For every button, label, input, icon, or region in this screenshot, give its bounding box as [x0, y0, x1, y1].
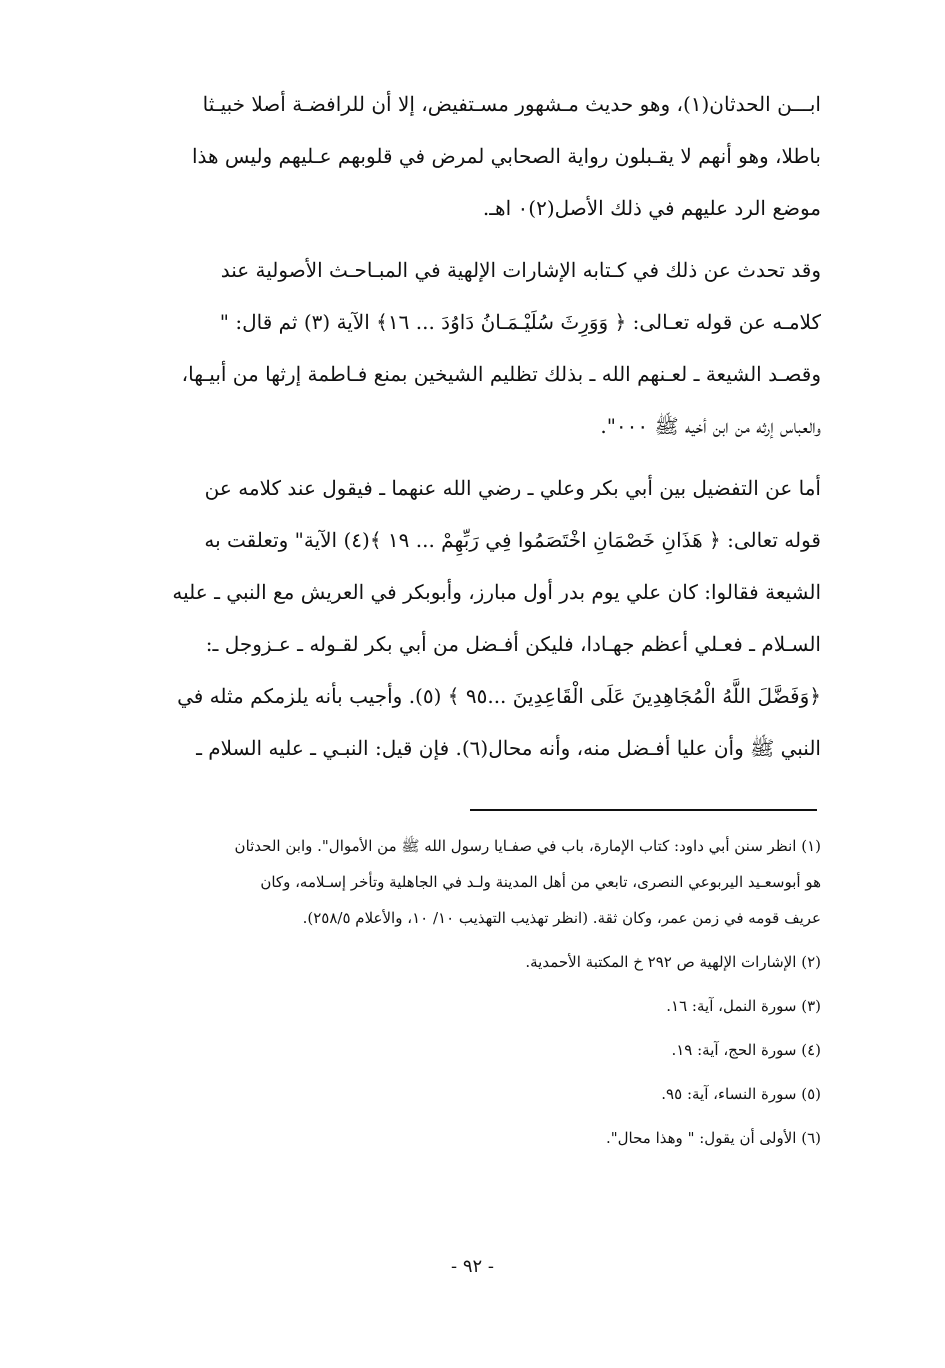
text-line: وقد تحدث عن ذلك في كـتابه الإشارات الإلهية في المبـاحـث الأصولية عند: [220, 258, 821, 282]
text-line: السـلام ـ فعـلي أعظم جهـادا، فليكن أفـضل من أبي بكر لقـوله ـ عـزوجل ـ:: [205, 632, 821, 656]
text-line: الشيعة فقالوا: كان علي يوم بدر أول مبارز، وأبوبكر في العريش مع النبي ـ عليه: [172, 580, 821, 604]
page-number: - ٩٢ -: [451, 1256, 494, 1277]
footnote: [110, 944, 821, 980]
footnotes: [110, 828, 821, 1156]
footnote: [110, 1120, 821, 1156]
footnote-line: (٢) الإشارات الإلهية ص ٢٩٢ خ المكتبة الأحمدية.: [525, 953, 821, 971]
footnote: [110, 828, 821, 936]
text-line: النبي ﷺ وأن عليا أفـضل منه، وأنه محال(٦). فإن قيل: النبـي ـ عليه السلام ـ: [196, 736, 821, 760]
text-line: والعباس إرثه من ابن أخيه ﷺ ٠٠٠".: [600, 414, 821, 438]
footnote-line: (٥) سورة النساء، آية: ٩٥.: [661, 1085, 821, 1103]
footnote-line: (٣) سورة النمل، آية: ١٦.: [666, 997, 821, 1015]
footnote-line: عريف قومه في زمن عمر، وكان ثقة. (انظر تهذيب التهذيب ١٠/ ١٠، والأعلام ٢٥٨/٥).: [302, 909, 821, 927]
footnote: [110, 988, 821, 1024]
text-line: باطلا، وهو أنهم لا يقـبلون رواية الصحابي لمرض في قلوبهم عـليهم وليس هذا: [191, 144, 821, 168]
paragraph: [110, 244, 821, 452]
paragraph: [110, 78, 821, 234]
text-line: وقصـد الشيعة ـ لعـنهم الله ـ بذلك تظليم الشيخين بمنع فـاطمة إرثها من أبيـها،: [181, 362, 821, 386]
footnote: [110, 1032, 821, 1068]
text-line: أما عن التفضيل بين أبي بكر وعلي ـ رضي الله عنهما ـ فيقول عند كلامه عن: [204, 476, 821, 500]
footnote-line: (١) انظر سنن أبي داود: كتاب الإمارة، باب في صفـايا رسول الله ﷺ من الأموال". وابن الحدثان: [234, 837, 821, 855]
footnote: [110, 1076, 821, 1112]
paragraph: [110, 462, 821, 774]
footnote-line: (٤) سورة الحج، آية: ١٩.: [671, 1041, 821, 1059]
text-line: موضع الرد عليهم في ذلك الأصل(٢)٠ اهـ.: [482, 196, 821, 220]
footnote-divider: [470, 809, 817, 811]
text-line: قوله تعالى: ﴿ هَذَانِ خَصْمَانِ اخْتَصَمُوا فِي رَبِّهِمْ ... ١٩ ﴾(٤) الآية" وتعلقت به: [204, 528, 821, 552]
text-line: ابـــن الحدثان(١)، وهو حديث مـشهور مسـتفيض، إلا أن للرافضـة أصلا خبيـثا: [202, 92, 821, 116]
footnote-line: هو أبوسعـيد اليربوعي النصرى، تابعي من أهل المدينة ولـد في الجاهلية وتأخر إسـلامه، وكان: [260, 873, 821, 891]
main-text: [110, 78, 821, 774]
text-line: كلامـه عن قوله تعـالى: ﴿ وَوَرِثَ سُلَيْـمَـانُ دَاوُدَ ... ١٦﴾ الآية (٣) ثم قال: ": [219, 310, 821, 334]
footnote-line: (٦) الأولى أن يقول: " وهذا محال".: [605, 1129, 821, 1147]
text-line: ﴿وَفَضَّلَ اللَّهُ الْمُجَاهِدِينَ عَلَى الْقَاعِدِينَ ...٩٥ ﴾ (٥). وأجيب بأنه يلزمكم مثله في: [177, 684, 821, 708]
